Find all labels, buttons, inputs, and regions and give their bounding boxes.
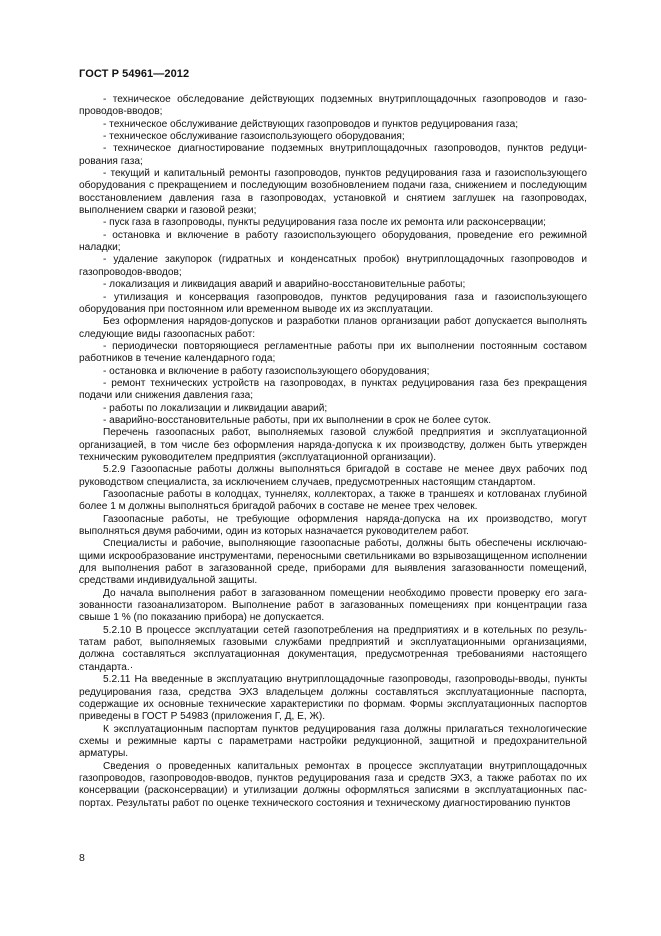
page-number: 8	[79, 852, 85, 864]
paragraph: - работы по локализации и ликвидации аварий;	[103, 402, 328, 414]
paragraph: - текущий и капитальный ремонты газопроводов, пунктов редуцирования газа и газоиспользующего оборудования с прекращением и последующим возобновлением подачи газа, снижением и последующим восстановлением давления газа в газопроводах, установкой и снятием заглушек на газопроводах, выполнением сварки и газовой резки;	[79, 168, 587, 217]
paragraph: До начала выполнения работ в загазованном помещении необходимо провести проверку его загaзованности газоанализатором. Выполнение работ в загазованных помещениях при концентрации газа свыше 1 % (по показанию прибора) не допускается.	[79, 587, 587, 624]
paragraph: 5.2.11 На введенные в эксплуатацию внутриплощадочные газопроводы, газопроводы-вводы, пункты редуцирования газа, средства ЭХЗ владельцем должны составляться эксплуатационные паспорта, содержащие их основные технические характеристики по формам. Формы эксплуатационных паспортов приведены в ГОСТ Р 54983 (приложения Г, Д, Е, Ж).	[79, 674, 587, 723]
paragraph: - ремонт технических устройств на газопроводах, в пунктах редуцирования газа без прекращения подачи или снижения давления газа;	[79, 377, 587, 402]
paragraph: 5.2.9 Газоопасные работы должны выполняться бригадой в составе не менее двух рабочих под руководством специалиста, за исключением случаев, предусмотренных настоящим стандартом.	[79, 464, 587, 488]
paragraph: Специалисты и рабочие, выполняющие газоопасные работы, должны быть обеспечены исключающими искрообразование инструментами, переносными светильниками во взрывозащищенном исполнении для выполнения работ в загазованной среде, приборами для выявления загазованности помещений, средствами индивидуальной защиты.	[79, 538, 587, 587]
paragraph: - техническое диагностирование подземных внутриплощадочных газопроводов, пунктов редуцирования газа;	[79, 143, 587, 167]
paragraph: - аварийно-восстановительные работы, при их выполнении в срок не более суток.	[103, 414, 492, 426]
paragraph: - техническое обслуживание действующих газопроводов и пунктов редуцирования газа;	[103, 118, 519, 130]
paragraph: - остановка и включение в работу газоиспользующего оборудования;	[103, 365, 430, 377]
paragraph: - локализация и ликвидация аварий и аварийно-восстановительные работы;	[103, 279, 466, 291]
paragraph: - техническое обслуживание газоиспользующего оборудования;	[103, 131, 405, 143]
paragraph: Без оформления нарядов-допусков и разработки планов организации работ допускается выполнять следующие виды газоопасных работ:	[79, 316, 587, 340]
document-body	[79, 94, 587, 810]
paragraph: - утилизация и консервация газопроводов, пунктов редуцирования газа и газоиспользующего оборудования при постоянном или временном выводе их из эксплуатации.	[79, 291, 587, 315]
paragraph: Сведения о проведенных капитальных ремонтах в процессе эксплуатации внутриплощадочных газопроводов, газопроводов-вводов, пунктов редуцирования газа и средств ЭХЗ, а также работах по их консервации (расконсервации) и утилизации должны оформляться записями в эксплуатационных паспортах. Результаты работ по оценке технического состояния и техническому диагностированию пунктов	[79, 760, 587, 809]
document-header: ГОСТ Р 54961—2012	[79, 68, 190, 80]
paragraph: Газоопасные работы в колодцах, туннелях, коллекторах, а также в траншеях и котлованах глубиной более 1 м должны выполняться бригадой рабочих в составе не менее трех человек.	[79, 489, 587, 513]
paragraph: К эксплуатационным паспортам пунктов редуцирования газа должны прилагаться технологические схемы и режимные карты с параметрами настройки редукционной, защитной и предохранительной арматуры.	[79, 723, 587, 760]
paragraph: Газоопасные работы, не требующие оформления наряда-допуска на их производство, могут выполняться двумя рабочими, один из которых назначается руководителем работ.	[79, 513, 587, 538]
paragraph: - пуск газа в газопроводы, пункты редуцирования газа после их ремонта или расконсервации;	[103, 217, 546, 229]
paragraph: - остановка и включение в работу газоиспользующего оборудования, проведение его режимной наладки;	[79, 229, 587, 254]
paragraph: - удаление закупорок (гидратных и конденсатных пробок) внутриплощадочных газопроводов и газопроводов-вводов;	[79, 254, 587, 278]
paragraph: - периодически повторяющиеся регламентные работы при их выполнении постоянным составом работников в течение календарного года;	[79, 340, 587, 365]
paragraph: 5.2.10 В процессе эксплуатации сетей газопотребления на предприятиях и в котельных по результатам работ, выполняемых газовыми службами предприятий и эксплуатационными организациями, должна составляться эксплуатационная документация, предусмотренная требованиями настоящего стандарта.·	[79, 624, 587, 673]
paragraph: - техническое обследование действующих подземных внутриплощадочных газопроводов и газопроводов-вводов;	[79, 94, 587, 118]
paragraph: Перечень газоопасных работ, выполняемых газовой службой предприятия и эксплуатационной организацией, в том числе без оформления наряда-допуска к их производству, должен быть утвержден техническим руководителем предприятия (эксплуатационной организации).	[79, 427, 587, 463]
